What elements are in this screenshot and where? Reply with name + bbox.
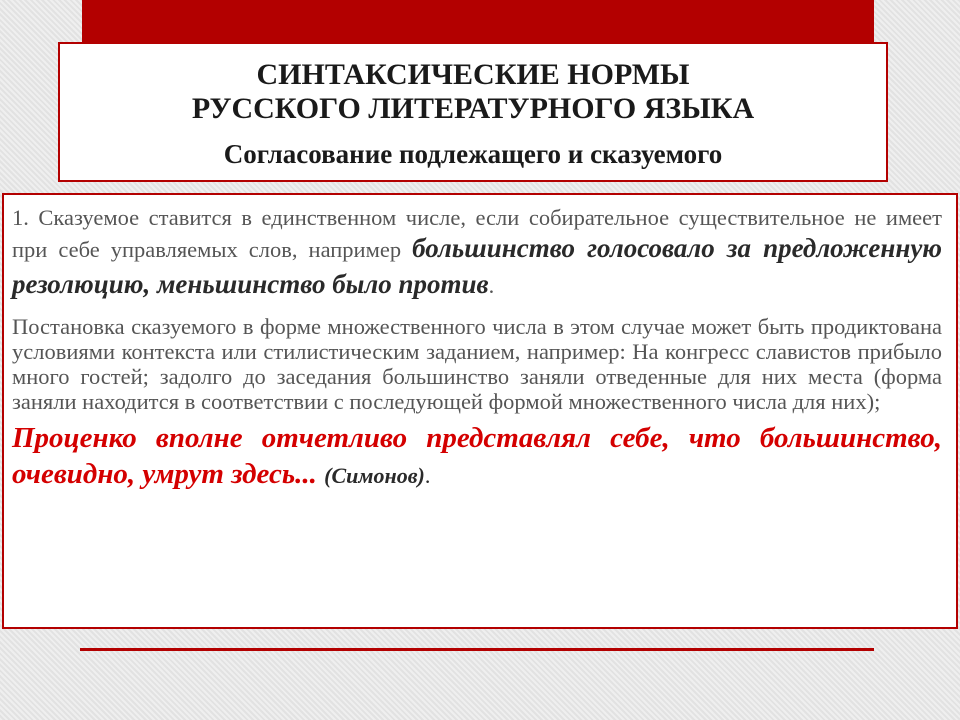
page-subtitle: Согласование подлежащего и сказуемого	[223, 139, 723, 169]
content-box	[2, 193, 958, 629]
rule-text: 1. Сказуемое ставится в единственном числе, если собирательное существительное не имеет при себе управляемых слов, например	[12, 205, 942, 262]
page-title-line-1: СИНТАКСИЧЕСКИЕ НОРМЫ	[256, 58, 690, 91]
bottom-divider	[80, 648, 874, 651]
quote-paragraph	[12, 420, 942, 494]
page-title-line-2: РУССКОГО ЛИТЕРАТУРНОГО ЯЗЫКА	[191, 92, 755, 125]
quote-text: Проценко вполне отчетливо представлял себе, что большинство, очевидно, умрут здесь...	[12, 422, 942, 490]
quote-end: .	[424, 463, 431, 488]
explanation-paragraph: Постановка сказуемого в форме множественного числа в этом случае может быть продиктована условиями контекста или стилистическим заданием, например: На конгресс славистов прибыло много гостей; задолго до заседания большинство заняли отведенные для них места (форма заняли находится в соответствии с последующей формой множественного числа для них);	[12, 314, 942, 414]
rule-example-end: .	[488, 273, 495, 298]
top-accent-bar	[82, 0, 874, 42]
rule-paragraph	[12, 205, 942, 302]
title-box	[58, 42, 888, 182]
quote-author: (Симонов)	[324, 463, 425, 488]
rule-example: большинство голосовало за предложенную резолюцию, меньшинство было против	[12, 233, 943, 299]
